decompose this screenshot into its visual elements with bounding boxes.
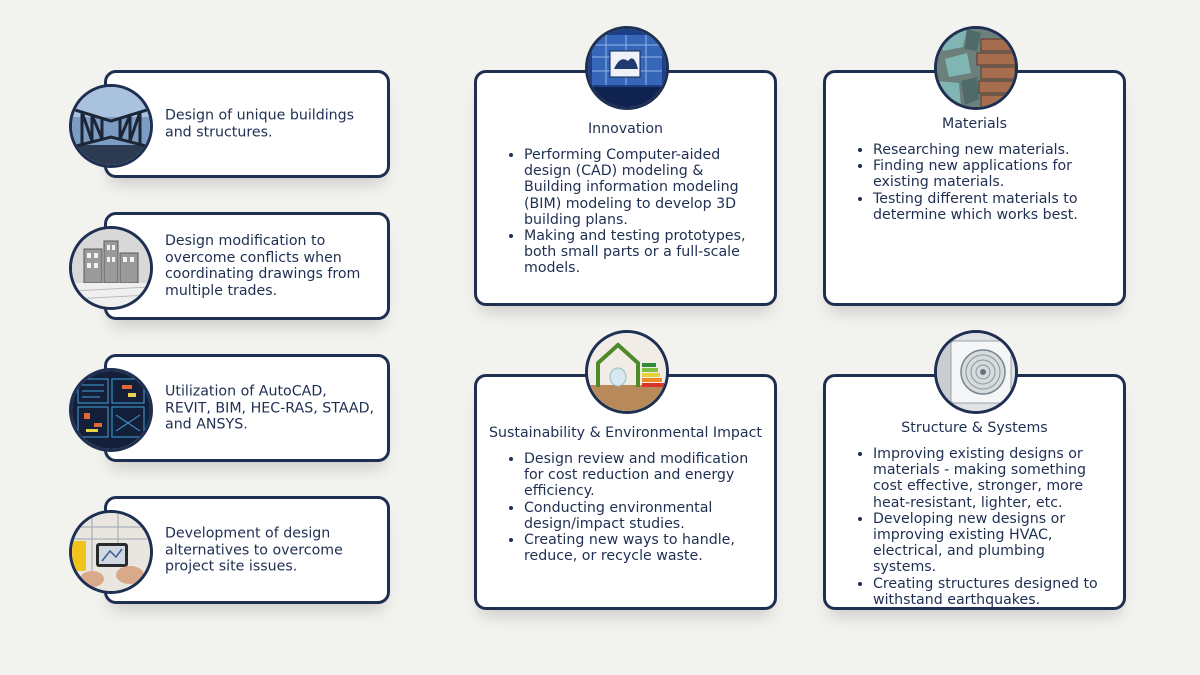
- list-item: • Making and testing prototypes, both small parts or a full-scale models.: [524, 228, 762, 277]
- blueprint-tablet-photo-icon: [69, 510, 153, 594]
- list-item: • Developing new designs or improving existing HVAC, electrical, and plumbing systems.: [873, 511, 1111, 576]
- hvac-unit-photo-icon: [934, 330, 1018, 414]
- left-card-text: Design of unique buildings and structures.: [165, 107, 355, 140]
- green-house-energy-photo-icon: [585, 330, 669, 414]
- left-card-text: Utilization of AutoCAD, REVIT, BIM, HEC-RAS, STAAD, and ANSYS.: [165, 383, 375, 433]
- card-title: Innovation: [587, 121, 664, 137]
- list-item: • Performing Computer-aided design (CAD) modeling & Building information modeling (BIM) modeling to develop 3D building plans.: [524, 147, 762, 228]
- card-bullet-list: [854, 142, 1111, 223]
- card-bullet-list: [854, 446, 1111, 608]
- list-item: • Creating new ways to handle, reduce, or recycle waste.: [524, 532, 762, 564]
- list-item: • Creating structures designed to withstand earthquakes.: [873, 576, 1111, 608]
- cad-monitor-photo-icon: [585, 26, 669, 110]
- card-bullet-list: [505, 147, 762, 277]
- list-item: • Testing different materials to determine which works best.: [873, 191, 1111, 223]
- stone-materials-photo-icon: [934, 26, 1018, 110]
- card-bullet-list: [505, 451, 762, 564]
- card-title: Materials: [941, 116, 1008, 132]
- left-card-text: Development of design alternatives to overcome project site issues.: [165, 525, 343, 575]
- bridge-photo-icon: [69, 84, 153, 168]
- list-item: • Improving existing designs or materials - making something cost effective, stronger, more heat-resistant, lighter, etc.: [873, 446, 1111, 511]
- cad-software-photo-icon: [69, 368, 153, 452]
- list-item: • Researching new materials.: [873, 142, 1111, 158]
- list-item: • Conducting environmental design/impact studies.: [524, 500, 762, 532]
- list-item: • Design review and modification for cost reduction and energy efficiency.: [524, 451, 762, 500]
- card-title: Sustainability & Environmental Impact: [489, 425, 762, 441]
- card-title: Structure & Systems: [901, 420, 1048, 436]
- list-item: • Finding new applications for existing materials.: [873, 158, 1111, 190]
- left-card-text: Design modification to overcome conflicts when coordinating drawings from multiple trades.: [165, 233, 361, 299]
- 3d-building-model-photo-icon: [69, 226, 153, 310]
